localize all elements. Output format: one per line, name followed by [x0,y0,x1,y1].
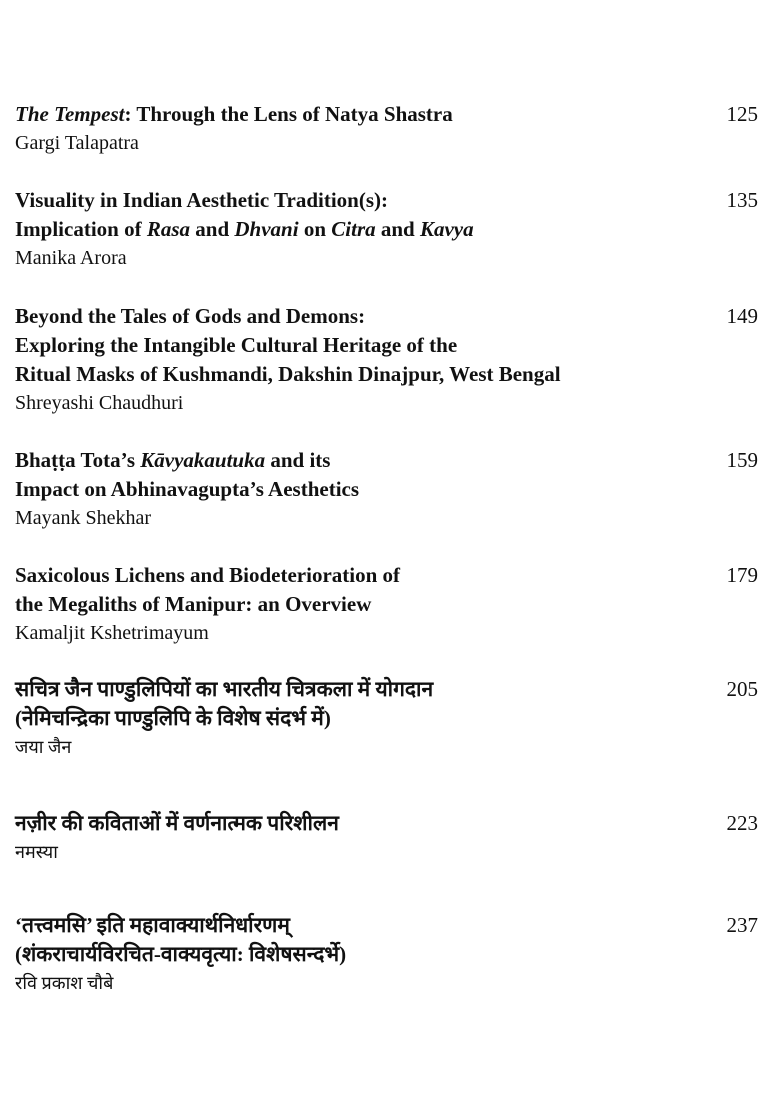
entry-author: Kamaljit Kshetrimayum [15,622,209,644]
title-text: Ritual Masks of Kushmandi, Dakshin Dinajpur, West Bengal [15,362,561,386]
title-text: on [298,217,332,241]
italic-term: Kāvyakautuka [140,448,266,472]
toc-entry [15,911,758,998]
title-text: Exploring the Intangible Cultural Heritage of the [15,333,458,357]
entry-author: रवि प्रकाश चौबे [15,973,114,993]
entry-author: Gargi Talapatra [15,132,139,154]
title-text: : Through the Lens of Natya Shastra [124,102,453,126]
toc-entry [15,446,758,533]
title-line [15,360,758,389]
toc-entry [15,675,758,762]
italic-term: Kavya [419,217,474,241]
entry-author: Mayank Shekhar [15,507,152,529]
title-text: the Megaliths of Manipur: an Overview [15,592,372,616]
toc-entry [15,561,758,648]
italic-term: The Tempest [15,102,125,126]
entry-title [15,911,758,969]
title-text: and [190,217,235,241]
title-text: and [375,217,420,241]
title-text: Implication of [15,217,147,241]
title-line [15,590,758,619]
title-text: Impact on Abhinavagupta’s Aesthetics [15,477,360,501]
title-text: ‘तत्त्वमसि’ इति महावाक्यार्थनिर्धारणम् [15,913,290,937]
toc-entry [15,100,758,158]
entry-author: नमस्या [15,842,58,862]
title-text: Visuality in Indian Aesthetic Tradition(s): [15,188,388,212]
title-line [15,215,758,244]
entry-title [15,809,758,838]
title-text: (नेमिचन्द्रिका पाण्डुलिपि के विशेष संदर्भ में) [15,706,331,730]
title-line [15,704,758,733]
entry-title [15,302,758,389]
page-number: 205 [726,677,758,701]
title-text: Beyond the Tales of Gods and Demons: [15,304,366,328]
title-text: and its [265,448,331,472]
page-number: 223 [726,811,758,835]
title-line [15,561,758,590]
italic-term: Rasa [146,217,191,241]
title-line [15,940,758,969]
page-number: 135 [726,188,758,212]
title-text: Bhaṭṭa Tota’s [15,448,141,472]
entry-title [15,446,758,504]
page-number: 159 [726,448,758,472]
title-line [15,475,758,504]
entry-author: Shreyashi Chaudhuri [15,392,184,414]
entry-title [15,561,758,619]
title-text: नज़ीर की कविताओं में वर्णनात्मक परिशीलन [15,811,339,835]
toc-entry [15,809,758,867]
page-number: 179 [726,563,758,587]
page-number: 125 [726,102,758,126]
italic-term: Citra [331,217,376,241]
title-line [15,302,758,331]
title-text: (शंकराचार्यविरचित-वाक्यवृत्या: विशेषसन्दर्भे) [15,942,347,966]
title-line [15,675,758,704]
toc-entry [15,186,758,273]
italic-term: Dhvani [234,217,299,241]
entry-title [15,100,758,129]
entry-author: Manika Arora [15,247,127,269]
title-line [15,331,758,360]
entry-author: जया जैन [15,737,72,757]
title-line [15,100,758,129]
title-text: Saxicolous Lichens and Biodeterioration of [15,563,401,587]
entry-title [15,186,758,244]
title-line [15,446,758,475]
title-line [15,911,758,940]
page-number: 149 [726,304,758,328]
title-line [15,809,758,838]
title-text: सचित्र जैन पाण्डुलिपियों का भारतीय चित्रकला में योगदान [15,677,434,701]
entry-title [15,675,758,733]
title-line [15,186,758,215]
toc-entry [15,302,758,418]
page-number: 237 [726,913,758,937]
